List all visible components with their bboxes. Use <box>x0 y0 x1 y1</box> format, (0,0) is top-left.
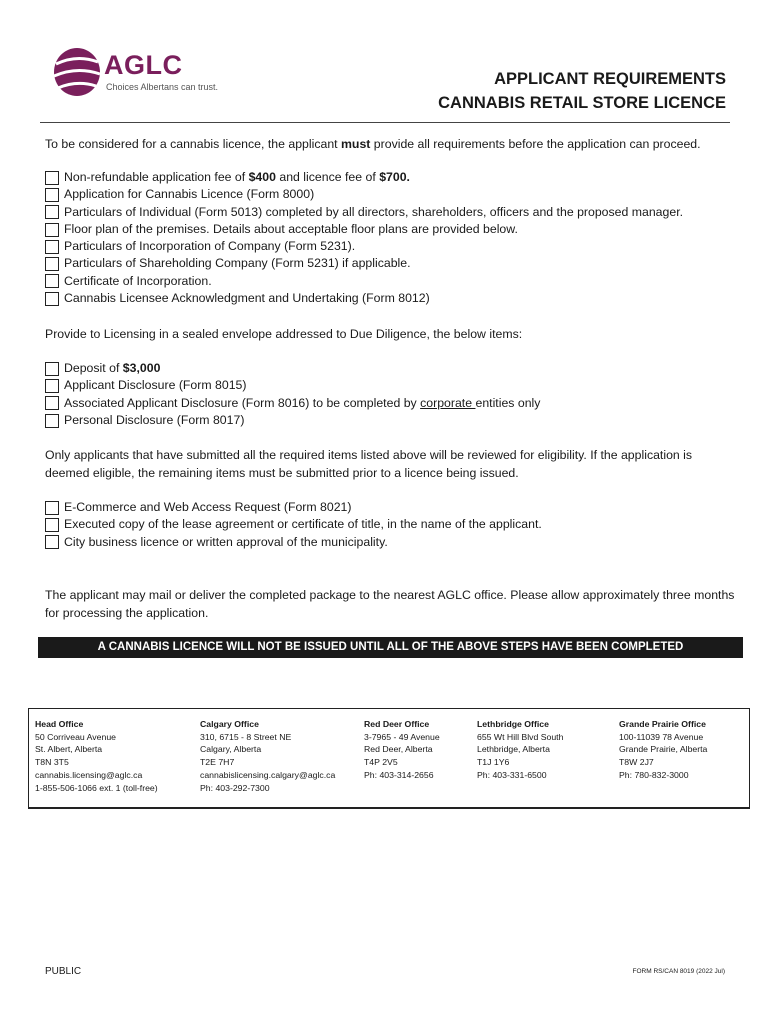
due-diligence-paragraph: Provide to Licensing in a sealed envelope addressed to Due Diligence, the below items: <box>45 327 523 341</box>
checkbox[interactable] <box>45 535 59 549</box>
checklist-item-label: City business licence or written approval of the municipality. <box>64 534 388 549</box>
logo-wordmark: AGLC <box>104 50 183 80</box>
office-line: 3-7965 - 49 Avenue <box>364 731 440 742</box>
checkbox[interactable] <box>45 188 59 202</box>
office-line: 1-855-506-1066 ext. 1 (toll-free) <box>35 782 158 793</box>
office-name: Head Office <box>35 719 84 729</box>
checkbox[interactable] <box>45 362 59 376</box>
checklist-item-label: Associated Applicant Disclosure (Form 8016) to be completed by corporate entities only <box>64 395 541 410</box>
requirements-checklist <box>45 169 683 307</box>
checklist-item <box>45 238 683 255</box>
checklist-item-label: Non-refundable application fee of $400 and licence fee of $700. <box>64 170 410 184</box>
office-line: 655 Wt Hill Blvd South <box>477 731 564 742</box>
checklist-item <box>45 499 542 516</box>
office-line: Lethbridge, Alberta <box>477 744 550 755</box>
form-number: FORM RS/CAN 8019 (2022 Jul) <box>632 968 725 975</box>
checkbox[interactable] <box>45 205 59 219</box>
classification-label: PUBLIC <box>45 966 82 977</box>
checklist-item <box>45 377 540 394</box>
checkbox[interactable] <box>45 414 59 428</box>
checklist-item-label: Floor plan of the premises. Details about acceptable floor plans are provided below. <box>64 221 518 236</box>
office-contacts-box <box>28 708 750 809</box>
office-email[interactable]: cannabis.licensing@aglc.ca <box>35 769 143 780</box>
checklist-item-label: Particulars of Individual (Form 5013) completed by all directors, shareholders, officers and the proposed manager. <box>64 204 684 219</box>
office-email[interactable]: cannabislicensing.calgary@aglc.ca <box>200 769 336 780</box>
intro-paragraph: To be considered for a cannabis licence, the applicant must provide all requirements before the application can proceed. <box>45 137 701 151</box>
office-line: Ph: 403-314-2656 <box>364 769 434 780</box>
office-line: Calgary, Alberta <box>200 744 262 755</box>
checklist-item-label: Executed copy of the lease agreement or certificate of title, in the name of the applicant. <box>64 517 542 532</box>
checklist-item <box>45 516 542 533</box>
logo-tagline: Choices Albertans can trust. <box>106 82 219 92</box>
checklist-item <box>45 412 540 429</box>
office-name: Lethbridge Office <box>477 719 549 729</box>
mail-instructions-paragraph: The applicant may mail or deliver the completed package to the nearest AGLC office. Please allow approximately three months for processing the application. <box>45 588 735 620</box>
office-line: T8W 2J7 <box>619 757 654 768</box>
page-title: APPLICANT REQUIREMENTS <box>494 70 726 88</box>
aglc-logo-mark-icon <box>52 46 102 98</box>
office-line: 100-11039 78 Avenue <box>619 731 704 742</box>
checklist-item-label: Deposit of $3,000 <box>64 361 161 375</box>
checklist-item-deposit <box>45 360 540 377</box>
eligibility-paragraph: Only applicants that have submitted all the required items listed above will be reviewed for eligibility. If the application is deemed eligible, the remaining items must be submitted prior to a licence being issued. <box>45 448 693 480</box>
checklist-item <box>45 221 683 238</box>
checklist-item-fees <box>45 169 683 186</box>
checklist-item-label: Certificate of Incorporation. <box>64 273 212 288</box>
checkbox[interactable] <box>45 274 59 288</box>
header-divider <box>40 122 730 123</box>
office-name: Calgary Office <box>200 719 259 729</box>
office-line: Grande Prairie, Alberta <box>619 744 708 755</box>
checkbox[interactable] <box>45 501 59 515</box>
office-line: 310, 6715 - 8 Street NE <box>200 731 292 742</box>
checkbox[interactable] <box>45 223 59 237</box>
page-subtitle: CANNABIS RETAIL STORE LICENCE <box>438 94 726 112</box>
office-name: Grande Prairie Office <box>619 719 706 729</box>
office-line: 50 Corriveau Avenue <box>35 731 116 742</box>
office-line: Ph: 403-292-7300 <box>200 782 270 793</box>
checkbox[interactable] <box>45 292 59 306</box>
office-lethbridge <box>477 718 563 782</box>
checkbox[interactable] <box>45 518 59 532</box>
office-red-deer <box>364 718 440 782</box>
checklist-item <box>45 534 542 551</box>
office-grande-prairie <box>619 718 707 782</box>
office-calgary <box>200 718 335 794</box>
checklist-item <box>45 204 683 221</box>
office-line: St. Albert, Alberta <box>35 744 103 755</box>
office-line: T4P 2V5 <box>364 757 398 768</box>
checklist-item-label: Applicant Disclosure (Form 8015) <box>64 378 247 393</box>
office-line: Red Deer, Alberta <box>364 744 433 755</box>
checklist-item <box>45 255 683 272</box>
checklist-item <box>45 290 683 307</box>
post-eligibility-checklist <box>45 499 542 551</box>
checklist-item-label: Cannabis Licensee Acknowledgment and Undertaking (Form 8012) <box>64 291 430 306</box>
office-head <box>35 718 158 794</box>
warning-banner: A CANNABIS LICENCE WILL NOT BE ISSUED UNTIL ALL OF THE ABOVE STEPS HAVE BEEN COMPLETED <box>38 637 743 658</box>
checklist-item-label: Particulars of Incorporation of Company (Form 5231). <box>64 239 356 254</box>
checklist-item-label: Particulars of Shareholding Company (Form 5231) if applicable. <box>64 256 411 271</box>
checklist-item <box>45 273 683 290</box>
office-line: T2E 7H7 <box>200 757 235 768</box>
office-line: T1J 1Y6 <box>477 757 510 768</box>
office-name: Red Deer Office <box>364 719 430 729</box>
due-diligence-checklist <box>45 360 540 429</box>
checklist-item <box>45 186 683 203</box>
checklist-item-label: Application for Cannabis Licence (Form 8000) <box>64 187 315 202</box>
checklist-item-label: E-Commerce and Web Access Request (Form 8021) <box>64 500 352 514</box>
checkbox[interactable] <box>45 379 59 393</box>
checklist-item-label: Personal Disclosure (Form 8017) <box>64 412 245 427</box>
office-line: Ph: 780-832-3000 <box>619 769 689 780</box>
office-line: Ph: 403-331-6500 <box>477 769 547 780</box>
checkbox[interactable] <box>45 396 59 410</box>
checkbox[interactable] <box>45 240 59 254</box>
checkbox[interactable] <box>45 171 59 185</box>
aglc-logo <box>52 46 219 98</box>
checkbox[interactable] <box>45 257 59 271</box>
checklist-item-associated <box>45 395 540 412</box>
office-line: T8N 3T5 <box>35 757 69 768</box>
